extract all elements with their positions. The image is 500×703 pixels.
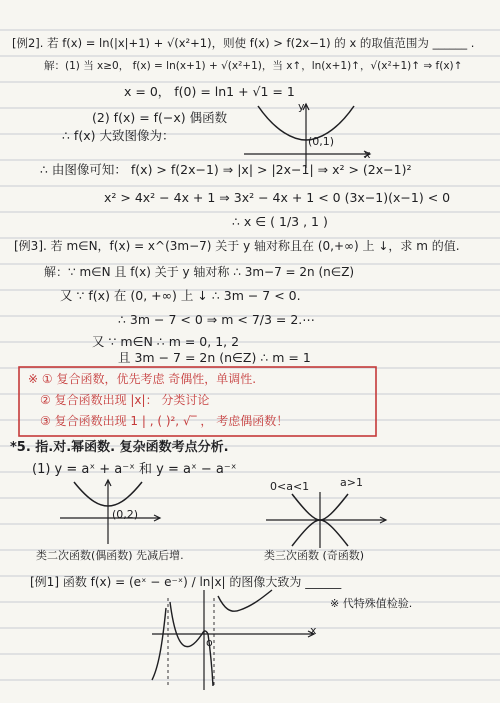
example3-step5: 且 3m − 7 = 2n (n∈Z) ∴ m = 1 xyxy=(118,350,311,365)
label-a-less-than-1: 0<a<1 xyxy=(270,480,310,493)
example1-title: [例1] 函数 f(x) = (eˣ − e⁻ˣ) / ln|x| 的图像大致为 ______ xyxy=(30,575,342,589)
difference-exponential-graph xyxy=(262,490,392,550)
caption-odd-function: 类三次函数 (奇函数) xyxy=(264,549,365,562)
example2-title: [例2]. 若 f(x) = ln(|x|+1) + √(x²+1)，则使 f(x) > f(2x−1) 的 x 的取值范围为 ______ . xyxy=(12,36,475,50)
example3-step1: 解：∵ m∈N 且 f(x) 关于 y 轴对称 ∴ 3m−7 = 2n (n∈Z) xyxy=(44,265,355,279)
example2-step6: x² > 4x² − 4x + 1 ⇒ 3x² − 4x + 1 < 0 (3x−1)(x−1) < 0 xyxy=(104,190,451,205)
example2-step2: x = 0， f(0) = ln1 + √1 = 1 xyxy=(124,84,295,99)
example3-step3: ∴ 3m − 7 < 0 ⇒ m < 7/3 = 2.⋯ xyxy=(118,312,315,327)
sketch-x-label: x xyxy=(310,624,317,637)
x-axis-label: x xyxy=(364,148,371,161)
section5-formula: (1) y = aˣ + a⁻ˣ 和 y = aˣ − a⁻ˣ xyxy=(32,462,237,477)
summary-rule-1: ※ ① 复合函数，优先考虑 奇偶性，单调性. xyxy=(28,372,257,386)
example3-title: [例3]. 若 m∈N，f(x) = x^(3m−7) 关于 y 轴对称且在 (0,+∞) 上 ↓，求 m 的值. xyxy=(14,239,460,253)
y-axis-label: y xyxy=(298,100,305,113)
example1-note: ※ 代特殊值检验. xyxy=(330,597,413,610)
example2-step3: (2) f(x) = f(−x) 偶函数 xyxy=(92,110,228,125)
example2-step7: ∴ x ∈ ( 1/3 , 1 ) xyxy=(232,214,328,229)
example3-step4: 又 ∵ m∈N ∴ m = 0, 1, 2 xyxy=(92,334,240,349)
example2-step1: 解：(1) 当 x≥0， f(x) = ln(x+1) + √(x²+1)，当 x↑，ln(x+1)↑，√(x²+1)↑ ⇒ f(x)↑ xyxy=(44,60,463,72)
example3-step2: 又 ∵ f(x) 在 (0, +∞) 上 ↓ ∴ 3m − 7 < 0. xyxy=(60,288,301,303)
example2-step5: ∴ 由图像可知： f(x) > f(2x−1) ⇒ |x| > |2x−1| ⇒ x² > (2x−1)² xyxy=(40,162,412,177)
even-function-graph xyxy=(236,100,376,170)
point-label-0-1: (0,1) xyxy=(308,135,335,148)
summary-rule-2: ② 复合函数出现 |x|： 分类讨论 xyxy=(40,393,210,407)
example1-sketch-graph xyxy=(148,588,324,692)
sketch-origin-label: o xyxy=(206,636,213,649)
caption-even-function: 类二次函数(偶函数) 先减后增. xyxy=(36,549,184,562)
label-a-greater-than-1: a>1 xyxy=(340,476,363,489)
section5-title: *5. 指.对.幂函数. 复杂函数考点分析. xyxy=(10,440,229,455)
sum-exponential-graph xyxy=(56,476,166,546)
summary-rule-3: ③ 复合函数出现 1 | , ( )², √‾ ， 考虑偶函数！ xyxy=(40,414,289,428)
point-label-0-2: (0,2) xyxy=(112,508,139,521)
example2-step4: ∴ f(x) 大致图像为： xyxy=(62,128,175,143)
